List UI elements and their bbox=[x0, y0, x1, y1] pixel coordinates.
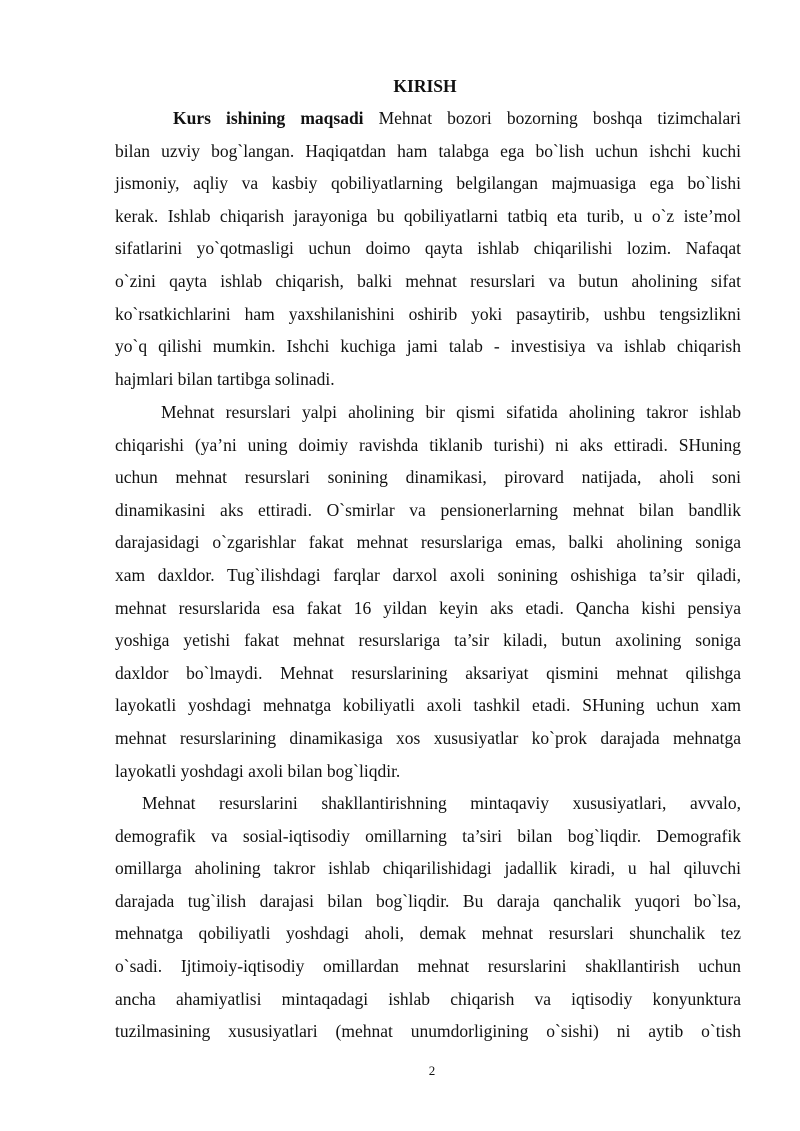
text-line: daxldor bo`lmaydi. Mehnat resurslarining aksariyat qismini mehnat qilishga bbox=[115, 662, 741, 683]
text-line bbox=[115, 102, 741, 135]
text-line: mehnatga qobiliyatli yoshdagi aholi, demak mehnat resurslari shunchalik tez bbox=[115, 923, 741, 944]
paragraph-regional-features bbox=[115, 787, 741, 1048]
text-line: chiqarishi (ya’ni uning doimiy ravishda tiklanib turishi) ni aks ettiradi. SHuning bbox=[115, 434, 741, 455]
paragraph-labor-resources bbox=[115, 396, 741, 787]
text-line: demografik va sosial-iqtisodiy omillarning ta’siri bilan bog`liqdir. Demografik bbox=[115, 825, 741, 846]
text-line: layokatli yoshdagi mehnatga kobiliyatli axoli tashkil etadi. SHuning uchun xam bbox=[115, 695, 741, 716]
text-line: dinamikasini aks ettiradi. O`smirlar va pensionerlarning mehnat bilan bandlik bbox=[115, 499, 741, 520]
page-number: 2 bbox=[428, 1063, 436, 1078]
text-line: yo`q qilishi mumkin. Ishchi kuchiga jami talab - investisiya va ishlab chiqarish bbox=[115, 336, 741, 357]
text-line: ko`rsatkichlarini ham yaxshilanishini oshirib yoki pasaytirib, ushbu tengsizlikni bbox=[115, 303, 741, 324]
text-line: Mehnat resurslarini shakllantirishning mintaqaviy xususiyatlari, avvalo, bbox=[142, 793, 741, 813]
text-line: hajmlari bilan tartibga solinadi. bbox=[115, 368, 335, 389]
text-line: Mehnat resurslari yalpi aholining bir qismi sifatida aholining takror ishlab bbox=[161, 402, 741, 422]
text-line: xam daxldor. Tug`ilishdagi farqlar darxol axoli sonining oshishiga ta’sir qiladi, bbox=[115, 564, 741, 585]
text-line: uchun mehnat resurslari sonining dinamikasi, pirovard natijada, aholi soni bbox=[115, 467, 741, 488]
text-line: layokatli yoshdagi axoli bilan bog`liqdir. bbox=[115, 760, 401, 781]
lead-bold-phrase: Kurs ishining maqsadi bbox=[173, 108, 364, 128]
text-line: tuzilmasining xususiyatlari (mehnat unumdorligining o`sishi) ni aytib o`tish bbox=[115, 1021, 741, 1042]
text-line: bilan uzviy bog`langan. Haqiqatdan ham talabga ega bo`lish uchun ishchi kuchi bbox=[115, 140, 741, 161]
line-text: Mehnat bozori bozorning boshqa tizimchalari bbox=[363, 108, 741, 128]
text-line: o`zini qayta ishlab chiqarish, balki mehnat resurslari va butun aholining sifat bbox=[115, 270, 741, 291]
text-line: omillarga aholining takror ishlab chiqarilishidagi jadallik kiradi, u hal qiluvchi bbox=[115, 858, 741, 879]
text-line: yoshiga yetishi fakat mehnat resurslariga ta’sir kiladi, butun axolining soniga bbox=[115, 630, 741, 651]
text-line: darajada tug`ilish darajasi bilan bog`liqdir. Bu daraja qanchalik yuqori bo`lsa, bbox=[115, 890, 741, 911]
paragraph-course-goal bbox=[115, 102, 741, 395]
text-line: ancha ahamiyatlisi mintaqadagi ishlab chiqarish va iqtisodiy konyunktura bbox=[115, 988, 741, 1009]
text-line: darajasidagi o`zgarishlar fakat mehnat resurslariga emas, balki aholining soniga bbox=[115, 532, 741, 553]
text-line: jismoniy, aqliy va kasbiy qobiliyatlarning belgilangan majmuasiga ega bo`lishi bbox=[115, 173, 741, 194]
section-title: KIRISH bbox=[393, 76, 457, 96]
text-line: mehnat resurslarining dinamikasiga xos xususiyatlar ko`prok darajada mehnatga bbox=[115, 727, 741, 748]
text-line: o`sadi. Ijtimoiy-iqtisodiy omillardan mehnat resurslarini shakllantirish uchun bbox=[115, 955, 741, 976]
text-line: mehnat resurslarida esa fakat 16 yildan keyin aks etadi. Qancha kishi pensiya bbox=[115, 597, 741, 618]
text-line: kerak. Ishlab chiqarish jarayoniga bu qobiliyatlarni tatbiq eta turib, u o`z iste’mol bbox=[115, 205, 741, 226]
text-line: sifatlarini yo`qotmasligi uchun doimo qayta ishlab chiqarilishi lozim. Nafaqat bbox=[115, 238, 741, 259]
